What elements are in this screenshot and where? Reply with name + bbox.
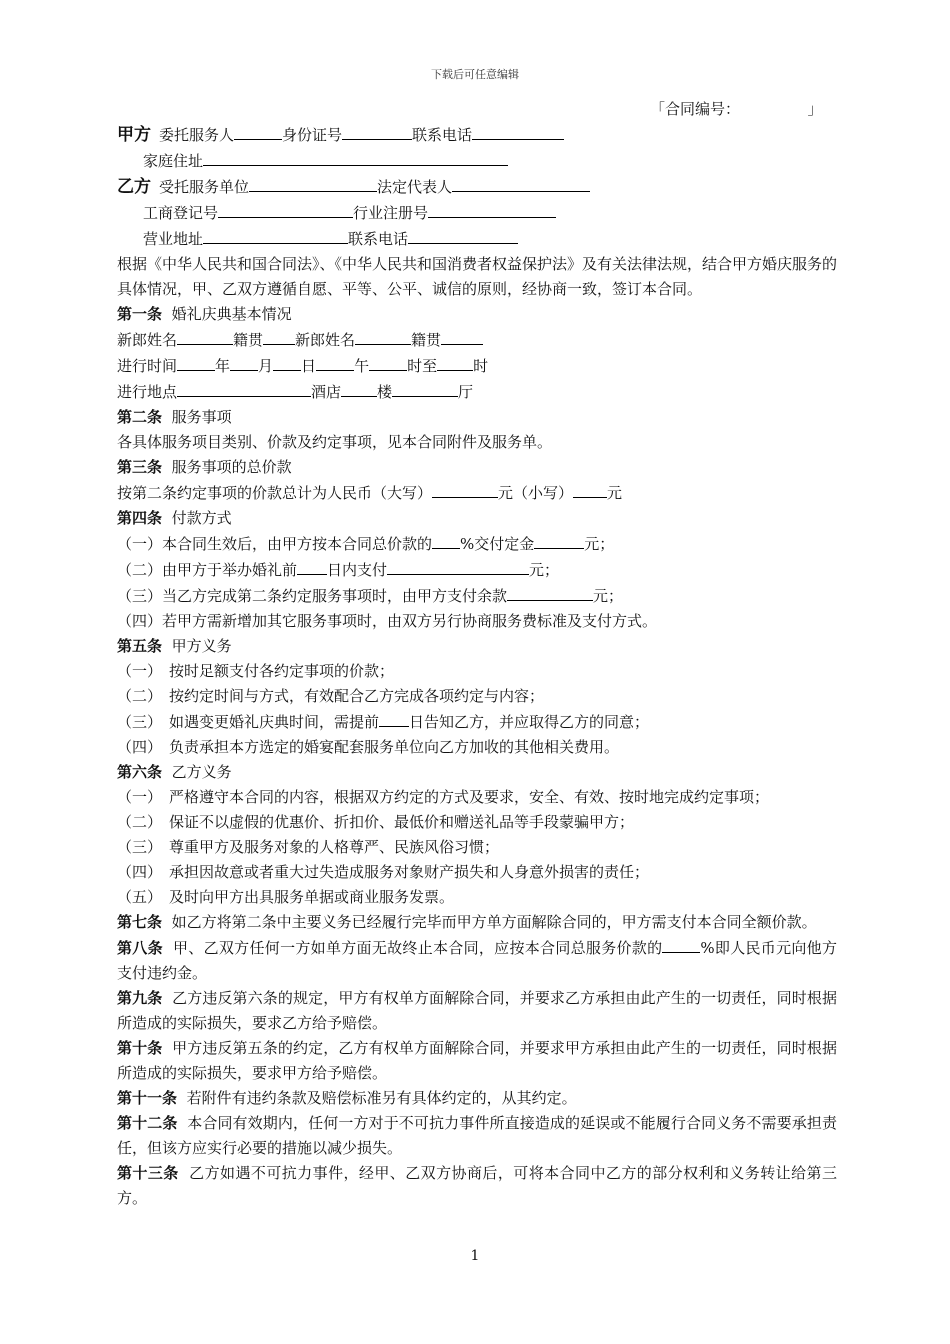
article-3-text bbox=[117, 480, 837, 506]
article-4-number: 第四条 bbox=[117, 509, 163, 527]
address-blank[interactable] bbox=[203, 148, 508, 166]
article-9-text: 乙方违反第六条的规定，甲方有权单方面解除合同，并要求乙方承担由此产生的一切责任，同时根据所造成的实际损失，要求乙方给予赔偿。 bbox=[117, 989, 837, 1032]
payment-2-mid: 日内支付 bbox=[327, 561, 388, 579]
article-9 bbox=[117, 986, 837, 1036]
duty-b-5-text: 及时向甲方出具服务单据或商业服务发票。 bbox=[169, 888, 455, 906]
duty-b-4-text: 承担因故意或者重大过失造成服务对象财产损失和人身意外损害的责任； bbox=[169, 863, 650, 881]
party-b-duty-5 bbox=[117, 885, 837, 910]
party-b-reg-line bbox=[117, 200, 837, 226]
article-3-title: 服务事项的总价款 bbox=[171, 458, 292, 476]
article-6-number: 第六条 bbox=[117, 763, 163, 781]
b-phone-blank[interactable] bbox=[408, 226, 518, 244]
party-a-duty-4 bbox=[117, 735, 837, 760]
payment-3-end: 元； bbox=[593, 587, 624, 605]
phone-label: 联系电话 bbox=[412, 126, 473, 144]
industry-reg-blank[interactable] bbox=[428, 200, 556, 218]
payment-1-text: （一）本合同生效后，由甲方按本合同总价款的 bbox=[117, 535, 433, 553]
duty-b-4-number: （四） bbox=[117, 863, 163, 881]
time-label: 进行时间 bbox=[117, 357, 178, 375]
hall-label: 厅 bbox=[458, 383, 474, 401]
article-5-title: 甲方义务 bbox=[171, 637, 232, 655]
penalty-percent-blank[interactable] bbox=[662, 935, 700, 953]
article-2-text: 各具体服务项目类别、价款及约定事项，见本合同附件及服务单。 bbox=[117, 433, 553, 451]
origin2-blank[interactable] bbox=[441, 327, 483, 345]
payment-item-1 bbox=[117, 531, 837, 557]
groom2-label: 新郎姓名 bbox=[295, 331, 356, 349]
duty-b-3-text: 尊重甲方及服务对象的人格尊严、民族风俗习惯； bbox=[169, 838, 500, 856]
duty-a-3-number: （三） bbox=[117, 713, 163, 731]
place-label: 进行地点 bbox=[117, 383, 178, 401]
industry-reg-label: 行业注册号 bbox=[353, 204, 429, 222]
year-blank[interactable] bbox=[177, 353, 215, 371]
article-12 bbox=[117, 1111, 837, 1161]
balance-blank[interactable] bbox=[507, 583, 593, 601]
duty-a-3-text: 如遇变更婚礼庆典时间，需提前 bbox=[169, 713, 380, 731]
notice-days-blank[interactable] bbox=[379, 709, 409, 727]
party-b-addr-line bbox=[117, 226, 837, 252]
article-8 bbox=[117, 935, 837, 986]
hotel-label: 酒店 bbox=[311, 383, 342, 401]
article-13-number: 第十三条 bbox=[117, 1164, 179, 1182]
biz-reg-blank[interactable] bbox=[218, 200, 353, 218]
day-label: 日 bbox=[301, 357, 317, 375]
end-hour-blank[interactable] bbox=[437, 353, 473, 371]
total-upper-blank[interactable] bbox=[432, 480, 498, 498]
legal-rep-label: 法定代表人 bbox=[377, 178, 453, 196]
article-2-heading bbox=[117, 405, 837, 430]
payment-item-3 bbox=[117, 583, 837, 609]
payment-2-amount-blank[interactable] bbox=[387, 557, 529, 575]
biz-addr-label: 营业地址 bbox=[143, 230, 204, 248]
payment-item-2 bbox=[117, 557, 837, 583]
duty-a-4-number: （四） bbox=[117, 738, 163, 756]
article-7 bbox=[117, 910, 837, 935]
page-number: 1 bbox=[470, 1248, 480, 1264]
contract-number: 「合同编号： 」 bbox=[650, 100, 823, 118]
deposit-percent-blank[interactable] bbox=[432, 531, 460, 549]
article-10-number: 第十条 bbox=[117, 1039, 163, 1057]
preamble: 根据《中华人民共和国合同法》、《中华人民共和国消费者权益保护法》及有关法律法规，结合甲方婚庆服务的具体情况，甲、乙双方遵循自愿、平等、公平、诚信的原则，经协商一致，签订本合同。 bbox=[117, 255, 838, 298]
unit-label: 受托服务单位 bbox=[159, 178, 250, 196]
header-note: 下载后可任意编辑 bbox=[431, 68, 519, 81]
payment-1-mid: %交付定金 bbox=[460, 535, 535, 553]
biz-reg-label: 工商登记号 bbox=[143, 204, 219, 222]
party-a-label: 甲方 bbox=[117, 125, 151, 145]
to-label: 时至 bbox=[407, 357, 438, 375]
article-12-number: 第十二条 bbox=[117, 1114, 178, 1132]
contract-body bbox=[117, 122, 837, 1211]
party-a-duty-1 bbox=[117, 659, 837, 684]
yuan-label: 元 bbox=[607, 484, 623, 502]
article-6-heading bbox=[117, 760, 837, 785]
payment-2-end: 元； bbox=[529, 561, 560, 579]
article-1-heading bbox=[117, 302, 837, 327]
duty-b-5-number: （五） bbox=[117, 888, 163, 906]
days-before-blank[interactable] bbox=[297, 557, 327, 575]
article-6-title: 乙方义务 bbox=[171, 763, 232, 781]
duty-a-2-number: （二） bbox=[117, 687, 163, 705]
groom-line bbox=[117, 327, 837, 353]
unit-blank[interactable] bbox=[249, 174, 377, 192]
article-8-text: 甲、乙双方任何一方如单方面无故终止本合同，应按本合同总服务价款的 bbox=[173, 939, 663, 957]
article-4-heading bbox=[117, 506, 837, 531]
day-blank[interactable] bbox=[273, 353, 301, 371]
duty-a-1-number: （一） bbox=[117, 662, 163, 680]
article-13 bbox=[117, 1161, 837, 1211]
total-price-label: 按第二条约定事项的价款总计为人民币（大写） bbox=[117, 484, 433, 502]
article-5-heading bbox=[117, 634, 837, 659]
groom-blank[interactable] bbox=[177, 327, 233, 345]
article-4-title: 付款方式 bbox=[171, 509, 232, 527]
address-label: 家庭住址 bbox=[143, 152, 204, 170]
payment-1-end: 元； bbox=[584, 535, 615, 553]
duty-a-3-text-end: 日告知乙方，并应取得乙方的同意； bbox=[409, 713, 650, 731]
payment-3-text: （三）当乙方完成第二条约定服务事项时，由甲方支付余款 bbox=[117, 587, 508, 605]
duty-b-2-number: （二） bbox=[117, 813, 163, 831]
time-line bbox=[117, 353, 837, 379]
b-phone-label: 联系电话 bbox=[348, 230, 409, 248]
duty-a-4-text: 负责承担本方选定的婚宴配套服务单位向乙方加收的其他相关费用。 bbox=[169, 738, 620, 756]
noon-label: 午 bbox=[354, 357, 370, 375]
payment-item-4: （四）若甲方需新增加其它服务事项时，由双方另行协商服务费标准及支付方式。 bbox=[117, 612, 658, 630]
party-a-line bbox=[117, 122, 837, 148]
article-9-number: 第九条 bbox=[117, 989, 163, 1007]
payment-2-text: （二）由甲方于举办婚礼前 bbox=[117, 561, 298, 579]
party-b-line bbox=[117, 174, 837, 200]
floor-blank[interactable] bbox=[341, 379, 377, 397]
hour-label: 时 bbox=[473, 357, 489, 375]
groom2-blank[interactable] bbox=[355, 327, 411, 345]
article-8-number: 第八条 bbox=[117, 939, 163, 957]
party-b-duty-1 bbox=[117, 785, 837, 810]
id-label: 身份证号 bbox=[282, 126, 343, 144]
party-a-duty-3 bbox=[117, 709, 837, 735]
groom-label: 新郎姓名 bbox=[117, 331, 178, 349]
article-1-number: 第一条 bbox=[117, 305, 163, 323]
article-7-number: 第七条 bbox=[117, 913, 163, 931]
article-7-text: 如乙方将第二条中主要义务已经履行完毕而甲方单方面解除合同的，甲方需支付本合同全额价款。 bbox=[171, 913, 817, 931]
hall-blank[interactable] bbox=[392, 379, 458, 397]
article-12-text: 本合同有效期内，任何一方对于不可抗力事件所直接造成的延误或不能履行合同义务不需要承担责任，但该方应实行必要的措施以减少损失。 bbox=[117, 1114, 837, 1157]
month-blank[interactable] bbox=[230, 353, 258, 371]
article-2-number: 第二条 bbox=[117, 408, 163, 426]
total-lower-blank[interactable] bbox=[573, 480, 607, 498]
article-11-text: 若附件有违约条款及赔偿标准另有具体约定的，从其约定。 bbox=[186, 1089, 577, 1107]
article-10-text: 甲方违反第五条的约定，乙方有权单方面解除合同，并要求甲方承担由此产生的一切责任，同时根据所造成的实际损失，要求甲方给予赔偿。 bbox=[117, 1039, 837, 1082]
party-b-duty-4 bbox=[117, 860, 837, 885]
place-line bbox=[117, 379, 837, 405]
noon-blank[interactable] bbox=[316, 353, 354, 371]
id-blank[interactable] bbox=[342, 122, 412, 140]
month-label: 月 bbox=[258, 357, 274, 375]
article-1-title: 婚礼庆典基本情况 bbox=[171, 305, 292, 323]
client-blank[interactable] bbox=[234, 122, 282, 140]
duty-b-2-text: 保证不以虚假的优惠价、折扣价、最低价和赠送礼品等手段蒙骗甲方； bbox=[169, 813, 635, 831]
origin-blank[interactable] bbox=[263, 327, 295, 345]
article-3-number: 第三条 bbox=[117, 458, 163, 476]
article-11 bbox=[117, 1086, 837, 1111]
duty-a-2-text: 按约定时间与方式，有效配合乙方完成各项约定与内容； bbox=[169, 687, 545, 705]
legal-rep-blank[interactable] bbox=[452, 174, 590, 192]
party-b-duty-3 bbox=[117, 835, 837, 860]
party-b-label: 乙方 bbox=[117, 177, 151, 197]
origin2-label: 籍贯 bbox=[411, 331, 442, 349]
party-a-address-line bbox=[117, 148, 837, 174]
duty-b-3-number: （三） bbox=[117, 838, 163, 856]
year-label: 年 bbox=[215, 357, 231, 375]
article-8-text-end: %即人民币元向他方支付违约金。 bbox=[117, 939, 837, 982]
start-hour-blank[interactable] bbox=[369, 353, 407, 371]
party-a-duty-2 bbox=[117, 684, 837, 709]
floor-label: 楼 bbox=[377, 383, 393, 401]
phone-blank[interactable] bbox=[472, 122, 564, 140]
total-lower-label: 元（小写） bbox=[498, 484, 574, 502]
origin-label: 籍贯 bbox=[233, 331, 264, 349]
duty-b-1-number: （一） bbox=[117, 788, 163, 806]
party-b-duty-2 bbox=[117, 810, 837, 835]
article-5-number: 第五条 bbox=[117, 637, 163, 655]
article-3-heading bbox=[117, 455, 837, 480]
duty-b-1-text: 严格遵守本合同的内容，根据双方约定的方式及要求，安全、有效、按时地完成约定事项； bbox=[169, 788, 770, 806]
article-10 bbox=[117, 1036, 837, 1086]
article-2-title: 服务事项 bbox=[171, 408, 232, 426]
client-label: 委托服务人 bbox=[159, 126, 235, 144]
duty-a-1-text: 按时足额支付各约定事项的价款； bbox=[169, 662, 395, 680]
biz-addr-blank[interactable] bbox=[203, 226, 348, 244]
place-blank[interactable] bbox=[177, 379, 311, 397]
article-11-number: 第十一条 bbox=[117, 1089, 178, 1107]
article-13-text: 乙方如遇不可抗力事件，经甲、乙双方协商后，可将本合同中乙方的部分权利和义务转让给第三方。 bbox=[117, 1164, 837, 1207]
deposit-amount-blank[interactable] bbox=[534, 531, 584, 549]
